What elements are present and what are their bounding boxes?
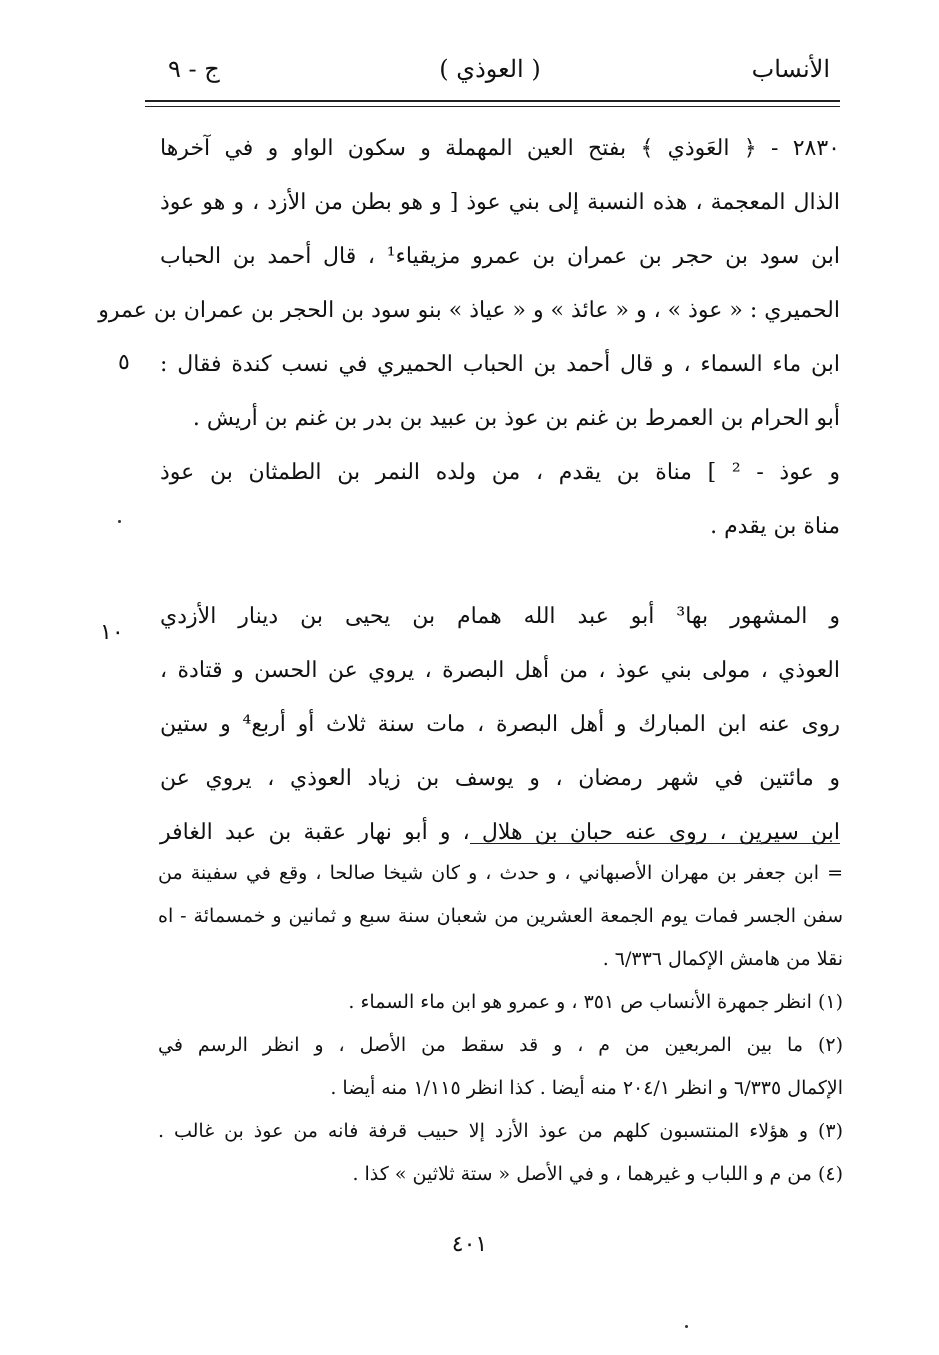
footnote-line: الإكمال ٦/٣٣٥ و انظر ٢٠٤/١ منه أيضا . كذا انظر ١/١١٥ منه أيضا .: [330, 1077, 843, 1099]
main-line: و مائتين في شهر رمضان ، و يوسف بن زياد العوذي ، يروي عن: [160, 766, 840, 791]
running-header: [150, 55, 830, 95]
footnote-line: سفن الجسر فمات يوم الجمعة العشرين من شعبان سنة سبع و ثمانين و خمسمائة - اه: [158, 905, 843, 927]
line-number-5: ٥: [118, 350, 130, 375]
main-line: مناة بن يقدم .: [710, 514, 840, 539]
header-entry-title: ( العوذي ): [439, 55, 541, 83]
main-line: و المشهور بها³ أبو عبد الله همام بن يحيى بن دينار الأزدي: [160, 604, 840, 629]
footnote-line: (٢) ما بين المربعين من م ، و قد سقط من الأصل ، و انظر الرسم في: [158, 1034, 843, 1056]
footnote-line: نقلا من هامش الإكمال ٦/٣٣٦ .: [602, 948, 843, 970]
main-line: الذال المعجمة ، هذه النسبة إلى بني عوذ [ و هو بطن من الأزد ، و هو عوذ: [160, 190, 841, 215]
footnote-line: = ابن جعفر بن مهران الأصبهاني ، و حدث ، و كان شيخا صالحا ، وقع في سفينة من: [158, 862, 843, 884]
main-line: أبو الحرام بن العمرط بن غنم بن عوذ بن عبيد بن بدر بن غنم بن أريش .: [192, 406, 840, 431]
main-line: العوذي ، مولى بني عوذ ، من أهل البصرة ، يروي عن الحسن و قتادة ،: [160, 658, 840, 683]
main-line: الحميري : « عوذ » ، و « عائذ » و « عياذ » بنو سود بن الحجر بن عمران بن عمرو: [98, 298, 840, 323]
print-speck: [118, 520, 121, 523]
header-rule-thick: [145, 100, 840, 102]
main-line: ٢٨٣٠ - ﴿ العَوذي ﴾ بفتح العين المهملة و سكون الواو و في آخرها: [160, 136, 840, 161]
header-book-title: الأنساب: [751, 55, 830, 83]
main-line: ابن سيرين ، روى عنه حبان بن هلال ، و أبو نهار عقبة بن عبد الغافر: [160, 820, 840, 845]
main-line: ابن ماء السماء ، و قال أحمد بن الحباب الحميري في نسب كندة فقال :: [160, 352, 840, 377]
page-number: ٤٠١: [451, 1232, 488, 1257]
main-line: و عوذ - ² ] مناة بن يقدم ، من ولده النمر بن الطمثان بن عوذ: [160, 460, 841, 485]
footnotes: [158, 852, 843, 1196]
footnote-line: (١) انظر جمهرة الأنساب ص ٣٥١ ، و عمرو هو ابن ماء السماء .: [348, 991, 843, 1013]
main-line: ابن سود بن حجر بن عمران بن عمرو مزيقياء¹ ، قال أحمد بن الحباب: [160, 244, 840, 269]
line-number-10: ١٠: [100, 620, 124, 645]
main-line: روى عنه ابن المبارك و أهل البصرة ، مات سنة ثلاث أو أربع⁴ و ستين: [160, 712, 840, 737]
footnote-line: (٤) من م و اللباب و غيرهما ، و في الأصل « ستة ثلاثين » كذا .: [352, 1163, 843, 1185]
footnote-line: (٣) و هؤلاء المنتسبون كلهم من عوذ الأزد إلا حبيب قرفة فانه من عوذ بن غالب .: [158, 1120, 843, 1142]
header-volume: ج - ٩: [168, 55, 220, 83]
print-speck: [685, 1325, 688, 1328]
footnote-separator: [470, 843, 840, 844]
paragraph-gap: [160, 554, 840, 590]
header-rule-thin: [145, 106, 840, 107]
